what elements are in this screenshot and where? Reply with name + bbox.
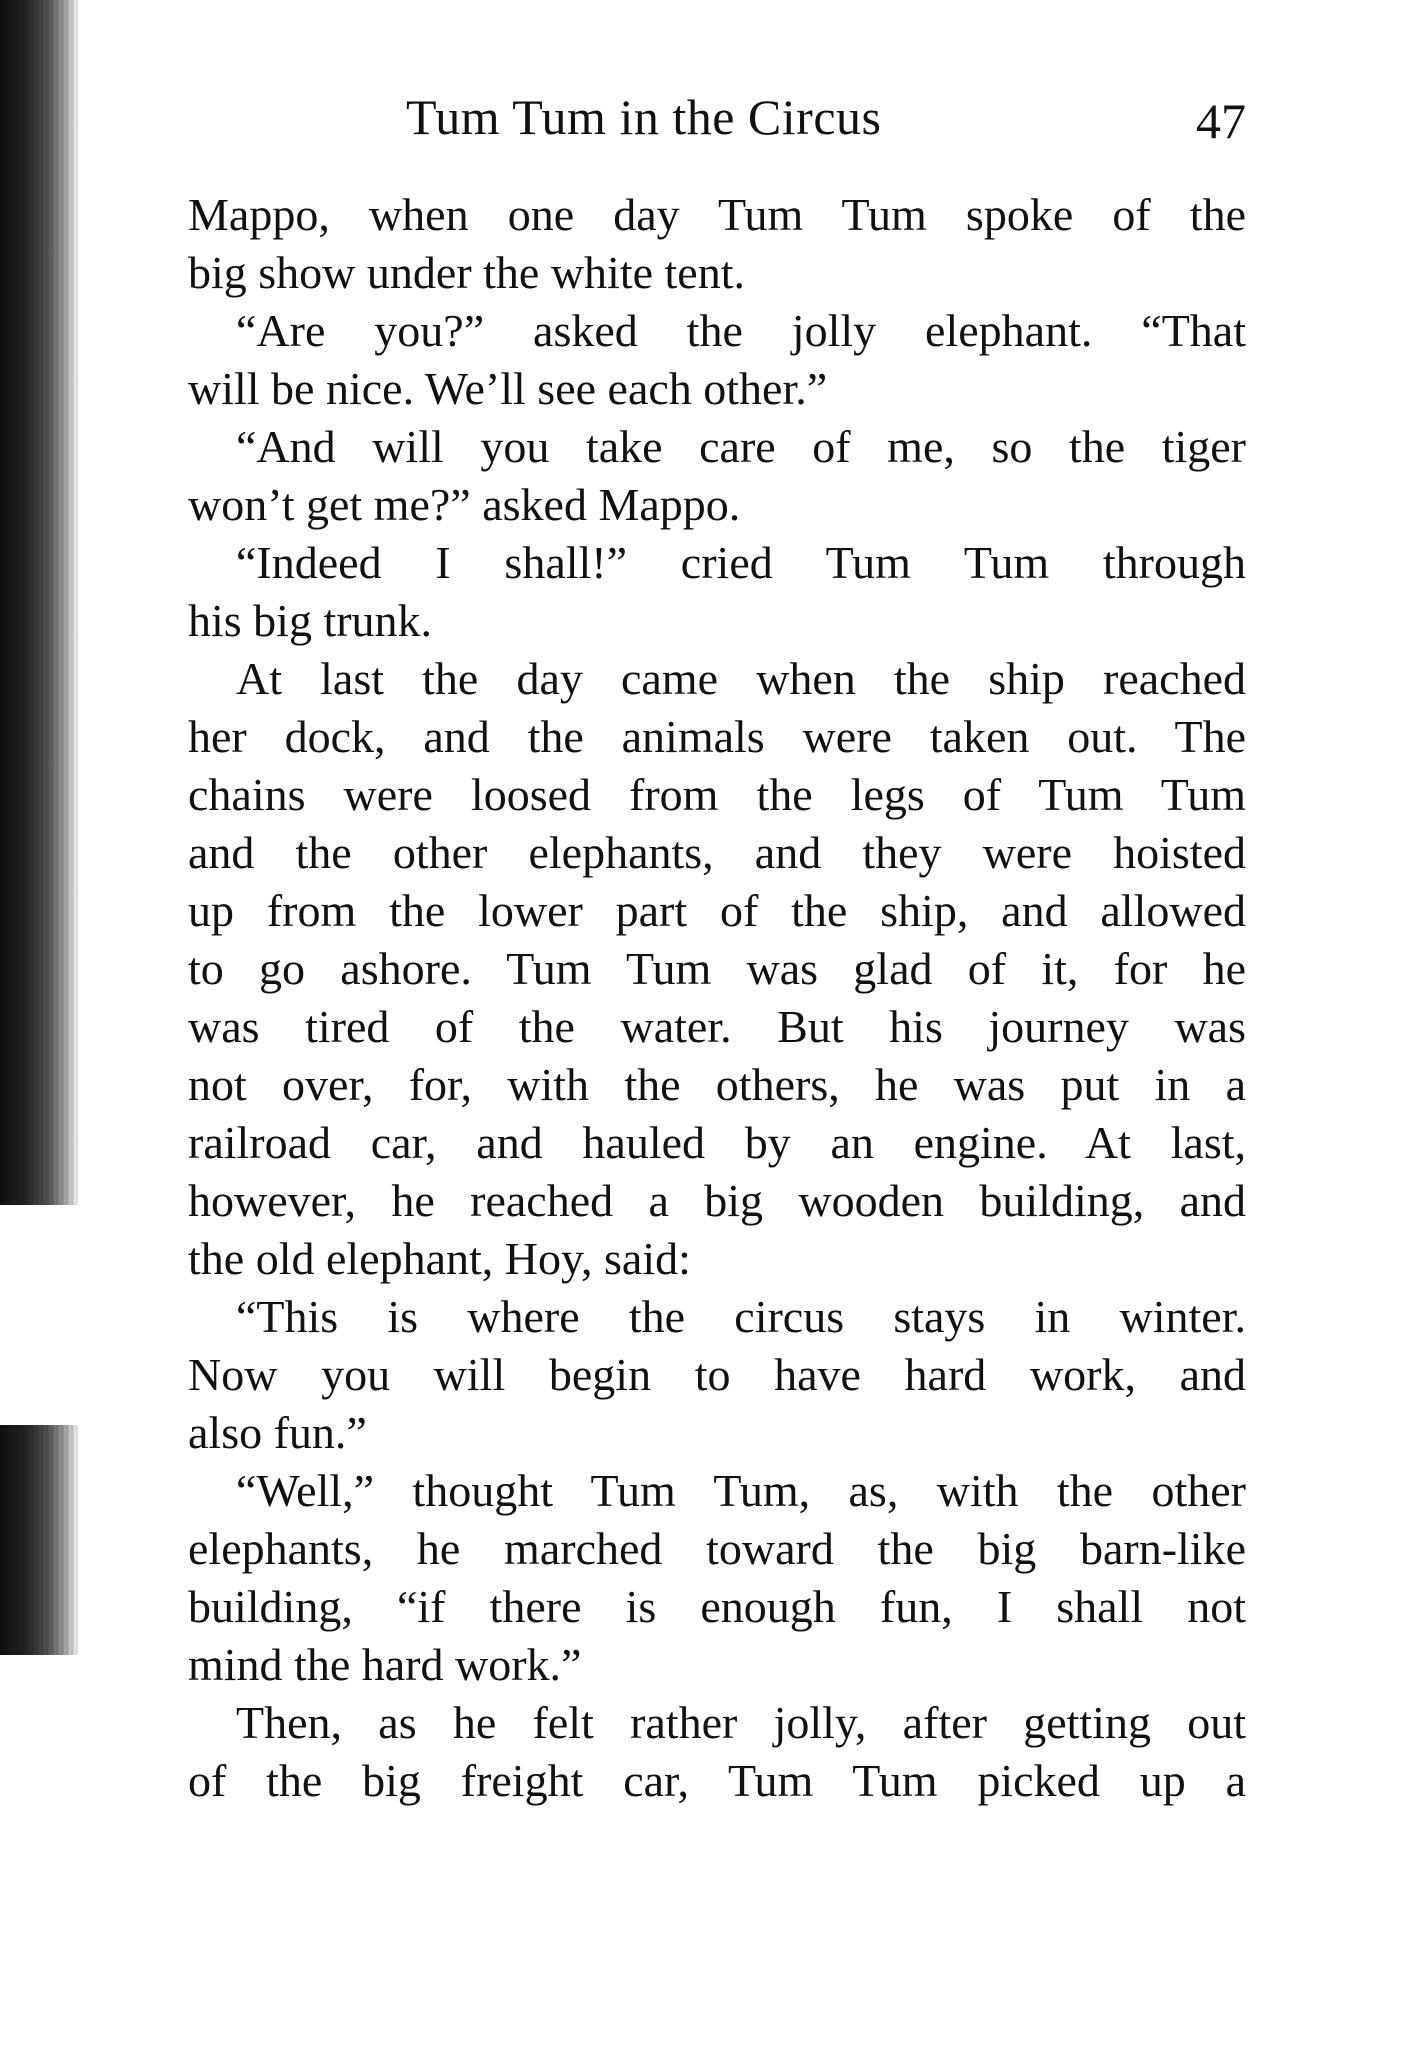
text-line: Then, as he felt rather jolly, after getting out — [236, 1697, 1246, 1748]
text-line: and the other elephants, and they were hoisted — [188, 827, 1246, 878]
text-line: his big trunk. — [188, 595, 433, 646]
text-line: “And will you take care of me, so the tiger — [236, 421, 1246, 472]
text-line: Mappo, when one day Tum Tum spoke of the — [188, 189, 1246, 240]
text-line: railroad car, and hauled by an engine. At last, — [188, 1117, 1246, 1168]
text-line: elephants, he marched toward the big barn-like — [188, 1523, 1246, 1574]
page-header — [188, 88, 1246, 160]
text-line: mind the hard work.” — [188, 1639, 582, 1690]
text-line: up from the lower part of the ship, and allowed — [188, 885, 1246, 936]
text-line: of the big freight car, Tum Tum picked up a — [188, 1755, 1246, 1806]
text-line: Now you will begin to have hard work, and — [188, 1349, 1246, 1400]
binding-shadow — [0, 0, 78, 1205]
text-line: was tired of the water. But his journey was — [188, 1001, 1246, 1052]
text-line: building, “if there is enough fun, I shall not — [188, 1581, 1246, 1632]
text-line: At last the day came when the ship reached — [236, 653, 1246, 704]
text-line: not over, for, with the others, he was put in a — [188, 1059, 1246, 1110]
text-line: “Well,” thought Tum Tum, as, with the other — [236, 1465, 1246, 1516]
text-line: will be nice. We’ll see each other.” — [188, 363, 828, 414]
text-line: also fun.” — [188, 1407, 367, 1458]
text-line: the old elephant, Hoy, said: — [188, 1233, 691, 1284]
text-line: chains were loosed from the legs of Tum Tum — [188, 769, 1246, 820]
running-title: Tum Tum in the Circus — [406, 89, 882, 145]
text-line: “Are you?” asked the jolly elephant. “That — [236, 305, 1246, 356]
text-line: to go ashore. Tum Tum was glad of it, for he — [188, 943, 1246, 994]
text-line: big show under the white tent. — [188, 247, 746, 298]
binding-shadow-lower — [0, 1425, 78, 1655]
body-text — [188, 186, 1246, 1810]
page-number: 47 — [1196, 93, 1246, 149]
text-line: “This is where the circus stays in winter. — [236, 1291, 1246, 1342]
text-line: her dock, and the animals were taken out. The — [188, 711, 1246, 762]
text-line: “Indeed I shall!” cried Tum Tum through — [236, 537, 1246, 588]
text-line: won’t get me?” asked Mappo. — [188, 479, 741, 530]
text-line: however, he reached a big wooden building, and — [188, 1175, 1246, 1226]
